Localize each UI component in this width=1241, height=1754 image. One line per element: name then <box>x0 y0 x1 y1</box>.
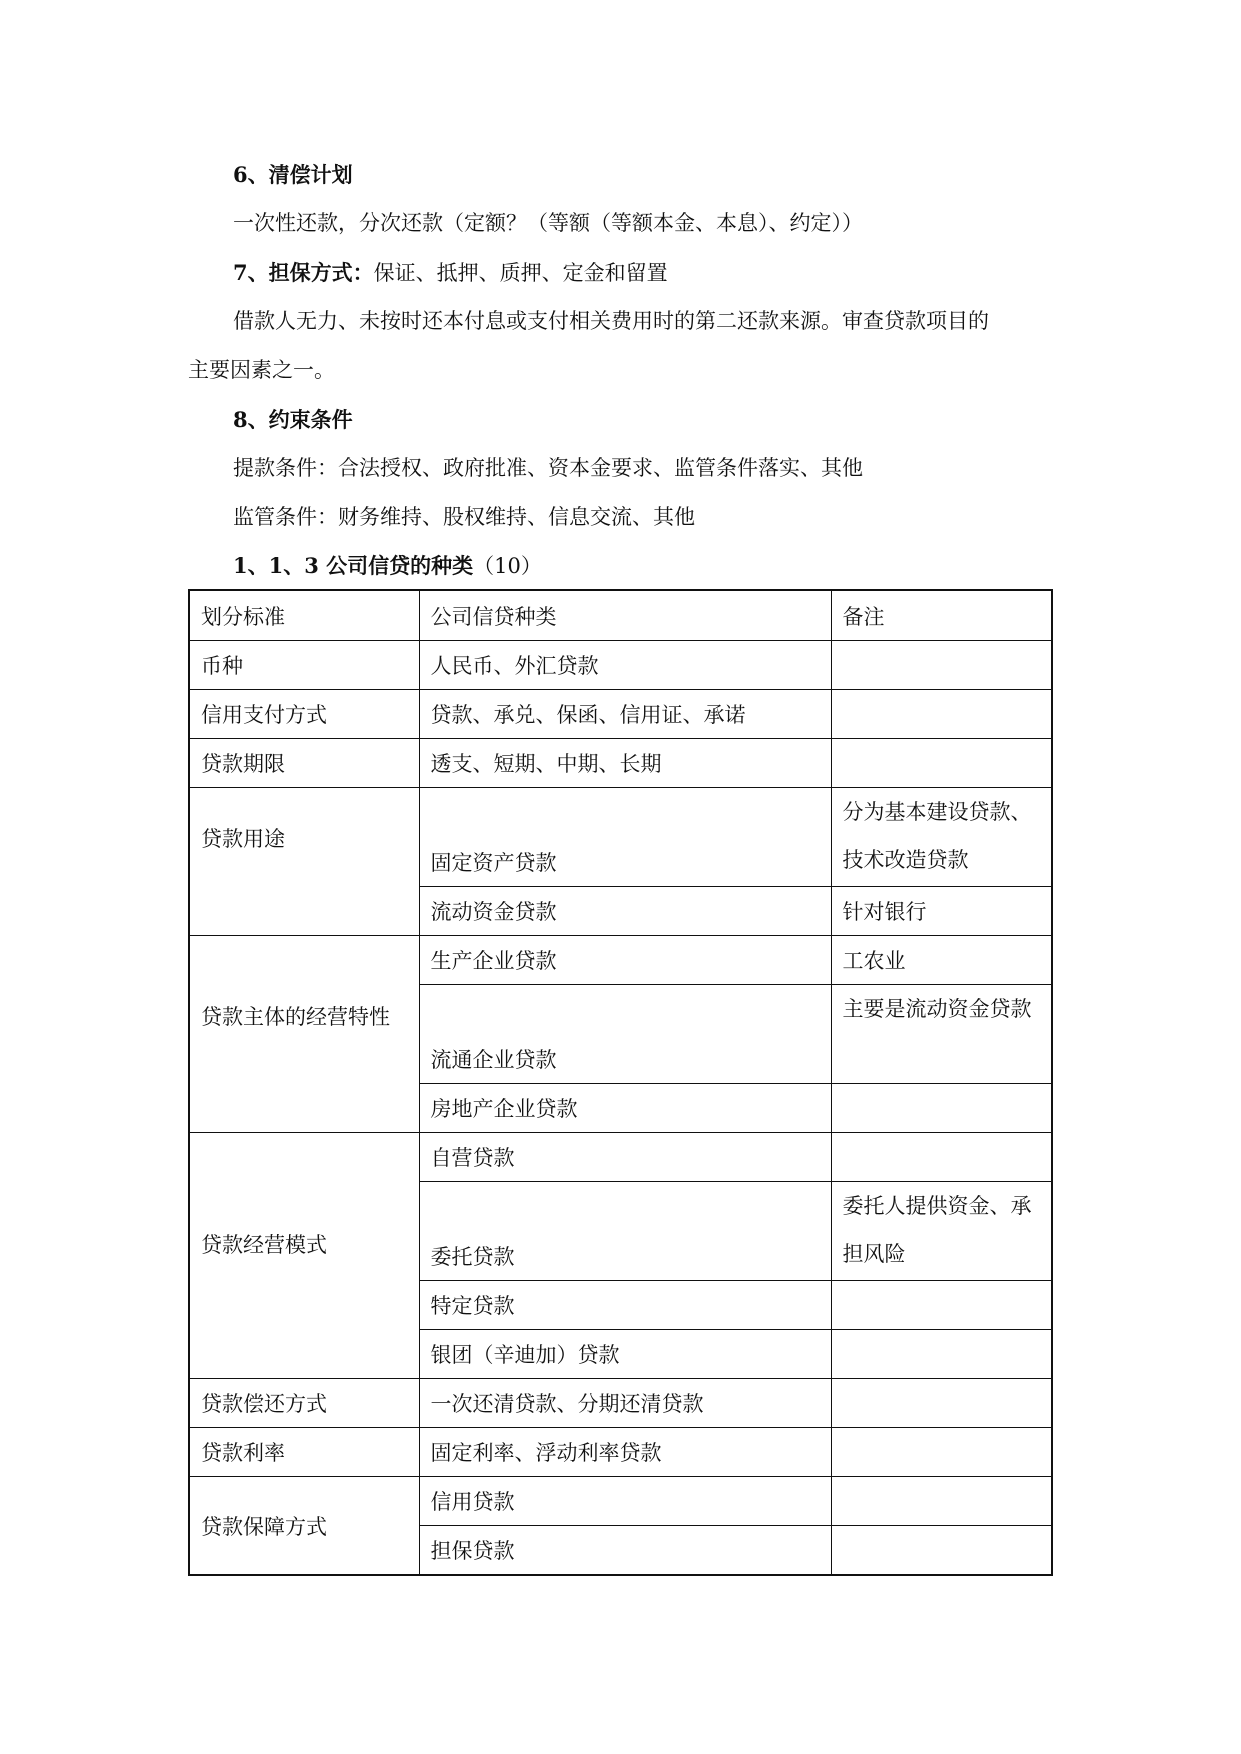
table-row <box>189 1379 1052 1428</box>
row-type: 委托贷款 <box>419 1182 831 1281</box>
header-type: 公司信贷种类 <box>419 590 831 641</box>
table-row <box>189 690 1052 739</box>
row-note <box>831 1133 1052 1182</box>
row-criterion: 贷款经营模式 <box>189 1133 419 1379</box>
row-note: 主要是流动资金贷款 <box>831 985 1052 1084</box>
table-row <box>189 1477 1052 1526</box>
row-note <box>831 1281 1052 1330</box>
section-7-text-2: 主要因素之一。 <box>188 358 335 382</box>
row-type: 银团（辛迪加）贷款 <box>419 1330 831 1379</box>
table-row <box>189 1133 1052 1182</box>
section-7-title: 7、担保方式： <box>233 260 374 285</box>
table-row <box>189 739 1052 788</box>
row-type: 信用贷款 <box>419 1477 831 1526</box>
row-criterion: 信用支付方式 <box>189 690 419 739</box>
row-type: 自营贷款 <box>419 1133 831 1182</box>
row-type: 特定贷款 <box>419 1281 831 1330</box>
table-row <box>189 641 1052 690</box>
section-8-text-2: 监管条件：财务维持、股权维持、信息交流、其他 <box>233 505 695 529</box>
header-criterion: 划分标准 <box>189 590 419 641</box>
row-type: 贷款、承兑、保函、信用证、承诺 <box>419 690 831 739</box>
section-7-inline: 保证、抵押、质押、定金和留置 <box>373 261 668 285</box>
section-8-text-1: 提款条件：合法授权、政府批准、资本金要求、监管条件落实、其他 <box>233 456 863 480</box>
row-note: 委托人提供资金、承担风险 <box>831 1182 1052 1281</box>
row-type: 人民币、外汇贷款 <box>419 641 831 690</box>
row-note <box>831 1428 1052 1477</box>
row-type: 担保贷款 <box>419 1526 831 1576</box>
row-note <box>831 1379 1052 1428</box>
row-note: 针对银行 <box>831 887 1052 936</box>
row-note <box>831 690 1052 739</box>
section-7-text-1: 借款人无力、未按时还本付息或支付相关费用时的第二还款来源。审查贷款项目的 <box>233 309 989 333</box>
row-criterion: 贷款用途 <box>189 788 419 936</box>
row-criterion: 贷款偿还方式 <box>189 1379 419 1428</box>
table-row <box>189 1428 1052 1477</box>
row-note <box>831 1526 1052 1576</box>
section-6-title: 6、清偿计划 <box>233 162 353 187</box>
credit-types-table <box>188 589 1053 1576</box>
row-note: 分为基本建设贷款、技术改造贷款 <box>831 788 1052 887</box>
row-type: 生产企业贷款 <box>419 936 831 985</box>
section-7-line <box>233 258 668 288</box>
row-type: 固定利率、浮动利率贷款 <box>419 1428 831 1477</box>
row-criterion: 贷款期限 <box>189 739 419 788</box>
row-type: 固定资产贷款 <box>419 788 831 887</box>
row-criterion: 贷款保障方式 <box>189 1477 419 1576</box>
row-type: 流动资金贷款 <box>419 887 831 936</box>
row-criterion: 币种 <box>189 641 419 690</box>
row-type: 透支、短期、中期、长期 <box>419 739 831 788</box>
section-8-title: 8、约束条件 <box>233 407 353 432</box>
section-6-text: 一次性还款，分次还款（定额？（等额（等额本金、本息）、约定）） <box>233 211 863 235</box>
header-note: 备注 <box>831 590 1052 641</box>
row-note: 工农业 <box>831 936 1052 985</box>
table-row <box>189 788 1052 887</box>
table-title <box>233 551 542 581</box>
row-note <box>831 1477 1052 1526</box>
row-note <box>831 739 1052 788</box>
table-header-row <box>189 590 1052 641</box>
row-note <box>831 1084 1052 1133</box>
row-note <box>831 641 1052 690</box>
table-title-text: 1、1、3 公司信贷的种类 <box>233 553 474 578</box>
row-type: 流通企业贷款 <box>419 985 831 1084</box>
table-row <box>189 936 1052 985</box>
row-type: 一次还清贷款、分期还清贷款 <box>419 1379 831 1428</box>
row-note <box>831 1330 1052 1379</box>
row-criterion: 贷款主体的经营特性 <box>189 936 419 1133</box>
row-type: 房地产企业贷款 <box>419 1084 831 1133</box>
row-criterion: 贷款利率 <box>189 1428 419 1477</box>
table-title-note: （10） <box>473 554 542 578</box>
